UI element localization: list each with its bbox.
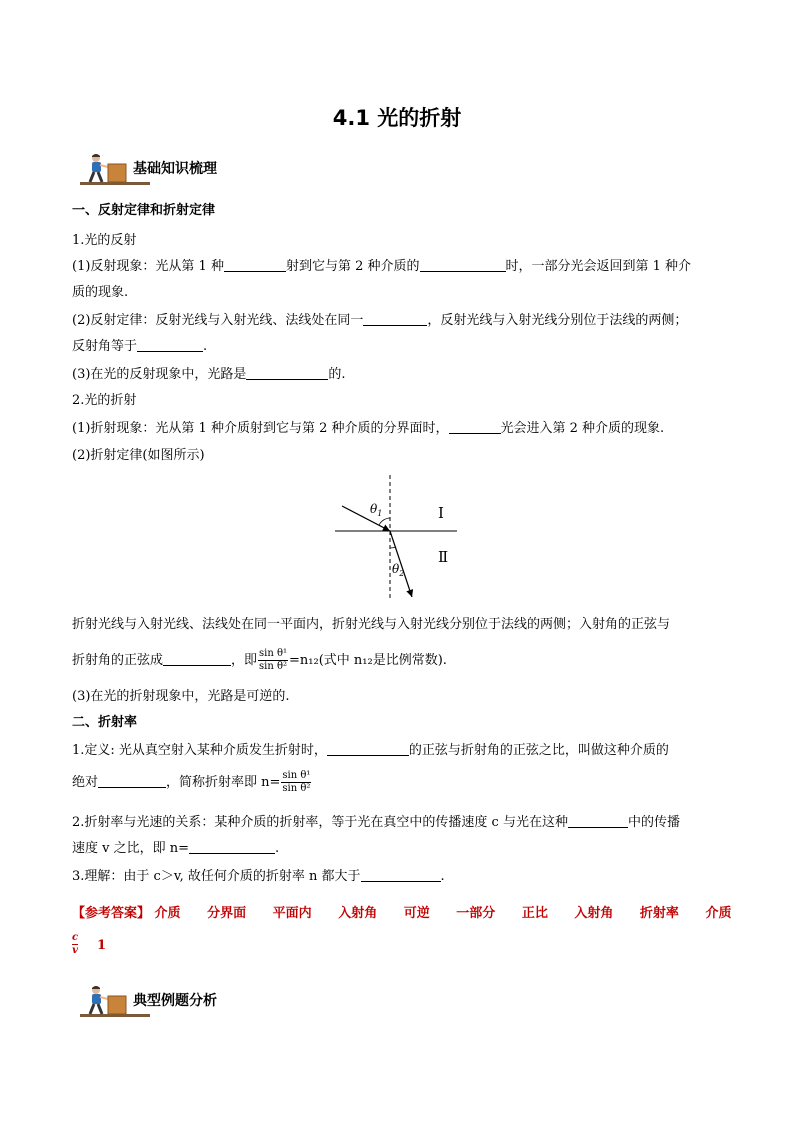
blank <box>327 742 409 756</box>
reference-answers <box>72 902 753 921</box>
refraction-diagram <box>330 470 470 605</box>
page-title: 4.1 光的折射 <box>332 106 462 130</box>
answer-item: 可逆 <box>403 906 430 921</box>
index-line-2b: 速度 v 之比，即 n= . <box>72 841 280 856</box>
blank <box>363 312 427 326</box>
incident-ray <box>342 506 390 531</box>
answer-item: 介质 <box>705 906 732 921</box>
theta2-label: $\theta_2$ <box>392 562 405 578</box>
answers-label: 【参考答案】 <box>72 906 151 921</box>
reflect-heading: 1.光的反射 <box>72 233 137 248</box>
answer-fraction: $\frac{c}{v}$ <box>72 932 79 956</box>
index-line-3: 3.理解：由于 c＞v, 故任何介质的折射率 n 都大于 . <box>72 869 445 884</box>
reflect-line-1b: 质的现象. <box>72 285 129 300</box>
answer-last: 1 <box>97 938 107 953</box>
medium1-label: Ⅰ <box>438 504 444 522</box>
blank <box>246 366 328 380</box>
answer-item: 正比 <box>521 906 548 921</box>
answer-item: 折射率 <box>639 906 679 921</box>
section-header-examples <box>80 984 280 1018</box>
sin-ratio-fraction: $\frac{\text{sin θ¹}}{\text{sin θ²}}$ <box>282 770 311 794</box>
blank <box>137 338 203 352</box>
blank <box>189 840 275 854</box>
blank <box>361 868 441 882</box>
reflect-line-3: (3)在光的反射现象中，光路是 的. <box>72 367 346 382</box>
reflect-line-2: (2)反射定律：反射光线与入射光线、法线处在同一 ，反射光线与入射光线分别位于法线的两侧； <box>72 313 688 328</box>
part2-heading: 二、折射率 <box>72 715 138 730</box>
refract-law-line-1: 折射光线与入射光线、法线处在同一平面内，折射光线与入射光线分别位于法线的两侧；入射角的正弦与 <box>72 617 671 632</box>
blank <box>98 774 166 788</box>
reflect-line-1: (1)反射现象：光从第 1 种 射到它与第 2 种介质的 时，一部分光会返回到第 1 种介 <box>72 259 692 274</box>
answer-item: 一部分 <box>456 906 496 921</box>
blank <box>420 258 506 272</box>
blank <box>449 420 501 434</box>
section-label: 基础知识梳理 <box>133 161 217 177</box>
index-line-1b: 绝对 ，简称折射率即 n= $\frac{\text{sin θ¹}}{\text{sin θ²}}$ <box>72 770 311 794</box>
refract-line-1: (1)折射现象：光从第 1 种介质射到它与第 2 种介质的分界面时， 光会进入第 2 种介质的现象. <box>72 421 665 436</box>
refract-heading: 2.光的折射 <box>72 393 137 408</box>
blank <box>568 814 628 828</box>
answer-item: 入射角 <box>338 906 378 921</box>
angle-arc-1 <box>379 518 390 525</box>
refract-line-2: (2)折射定律(如图所示) <box>72 448 205 463</box>
answer-item: 介质 <box>154 906 181 921</box>
sin-ratio-fraction: $\frac{\text{sin θ¹}}{\text{sin θ²}}$ <box>259 648 288 672</box>
index-line-1: 1.定义: 光从真空射入某种介质发生折射时， 的正弦与折射角的正弦之比，叫做这种介质的 <box>72 743 669 758</box>
answer-item: 分界面 <box>207 906 247 921</box>
refract-line-3: (3)在光的折射现象中，光路是可逆的. <box>72 689 290 704</box>
refract-law-line-2: 折射角的正弦成 ，即 $\frac{\text{sin θ¹}}{\text{sin θ²}}$ =n₁₂(式中 n₁₂是比例常数). <box>72 648 447 672</box>
blank <box>224 258 286 272</box>
index-line-2: 2.折射率与光速的关系：某种介质的折射率，等于光在真空中的传播速度 c 与光在这种 中的传播 <box>72 815 680 830</box>
reflect-line-2b: 反射角等于 . <box>72 339 208 354</box>
answer-item: 平面内 <box>272 906 312 921</box>
answer-item: 入射角 <box>574 906 614 921</box>
part1-heading: 一、反射定律和折射定律 <box>72 203 216 218</box>
blank <box>163 652 231 666</box>
theta1-label: $\theta_1$ <box>370 502 383 518</box>
section-header-basics <box>80 152 280 186</box>
section-label: 典型例题分析 <box>133 993 217 1009</box>
medium2-label: Ⅱ <box>438 548 449 566</box>
